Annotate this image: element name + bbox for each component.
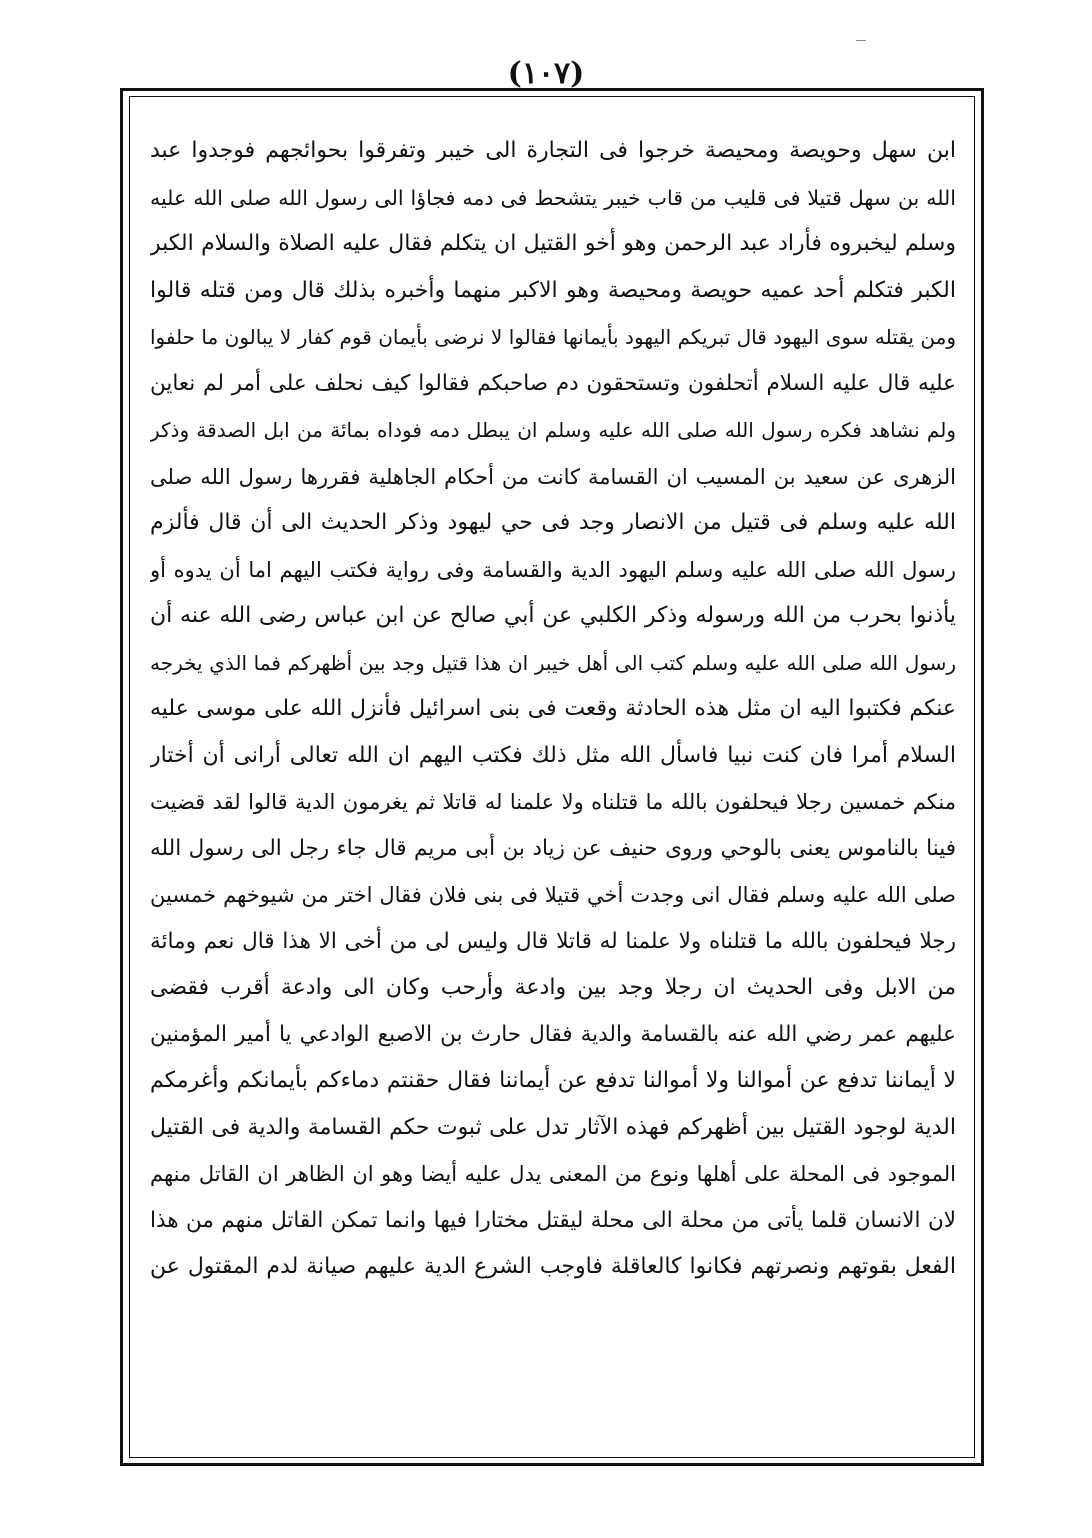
text-line: رسول الله صلى الله عليه وسلم اليهود الدية والقسامة وفى رواية فكتب اليهم اما أن يدوه أو <box>150 557 956 582</box>
text-line: الفعل بقوتهم ونصرتهم فكانوا كالعاقلة فاوجب الشرع الدية عليهم صيانة لدم المقتول عن <box>150 1254 956 1279</box>
text-line: وسلم ليخبروه فأراد عبد الرحمن وهو أخو القتيل ان يتكلم فقال عليه الصلاة والسلام الكبر <box>150 231 956 256</box>
text-line: من الابل وفى الحديث ان رجلا وجد بين وادعة وأرحب وكان الى وادعة أقرب فقضى <box>150 975 956 1000</box>
page-text <box>150 128 956 1450</box>
text-line: عنكم فكتبوا اليه ان مثل هذه الحادثة وقعت فى بنى اسرائيل فأنزل الله على موسى عليه <box>150 696 956 721</box>
text-line: فينا بالناموس يعنى بالوحي وروى حنيف عن زياد بن أبى مريم قال جاء رجل الى رسول الله <box>150 835 956 861</box>
text-line: عليه قال عليه السلام أتحلفون وتستحقون دم صاحبكم فقالوا كيف نحلف على أمر لم نعاين <box>150 370 956 396</box>
text-line: عليهم عمر رضي الله عنه بالقسامة والدية فقال حارث بن الاصبع الوادعي يا أمير المؤمنين <box>150 1021 956 1047</box>
page-number: (١٠٧) <box>507 56 585 91</box>
text-line: يأذنوا بحرب من الله ورسوله وذكر الكلبي عن أبي صالح عن ابن عباس رضى الله عنه أن <box>150 603 956 628</box>
text-line: الموجود فى المحلة على أهلها ونوع من المعنى يدل عليه أيضا وهو ان الظاهر ان القاتل منهم <box>150 1162 956 1186</box>
text-line: ومن يقتله سوى اليهود قال تبريكم اليهود بأيمانها فقالوا لا نرضى بأيمان قوم كفار لا يبالون ما حلفوا <box>150 325 956 349</box>
text-line: الزهرى عن سعيد بن المسيب ان القسامة كانت من أحكام الجاهلية فقررها رسول الله صلى <box>150 464 956 489</box>
text-line: الدية لوجود القتيل بين أظهركم فهذه الآثار تدل على ثبوت حكم القسامة والدية فى القتيل <box>150 1114 956 1140</box>
margin-mark <box>856 40 866 41</box>
text-line: الله بن سهل قتيلا فى قليب من قاب خيبر يتشحط فى دمه فجاؤا الى رسول الله صلى الله عليه <box>150 185 956 210</box>
text-line: ابن سهل وحويصة ومحيصة خرجوا فى التجارة الى خيبر وتفرقوا بحوائجهم فوجدوا عبد <box>150 138 956 163</box>
text-line: لا أيماننا تدفع عن أموالنا ولا أموالنا تدفع عن أيماننا فقال حقنتم دماءكم بأيمانكم وأغرمكم <box>150 1068 956 1093</box>
text-line: الكبر فتكلم أحد عميه حويصة ومحيصة وهو الاكبر منهما وأخبره بذلك قال ومن قتله قالوا <box>150 277 956 303</box>
text-line: الله عليه وسلم فى قتيل من الانصار وجد فى حي ليهود وذكر الحديث الى أن قال فألزم <box>150 510 956 535</box>
text-line: رجلا فيحلفون بالله ما قتلناه ولا علمنا له قاتلا قال وليس لى من أخى الا هذا قال نعم ومائة <box>150 928 956 954</box>
text-line: السلام أمرا فان كنت نبيا فاسأل الله مثل ذلك فكتب اليهم ان الله تعالى أرانى أن أختار <box>150 742 956 768</box>
text-line: منكم خمسين رجلا فيحلفون بالله ما قتلناه ولا علمنا له قاتلا ثم يغرمون الدية قالوا لقد قضيت <box>150 790 956 814</box>
text-line: ولم نشاهد فكره رسول الله صلى الله عليه وسلم ان يبطل دمه فوداه بمائة من ابل الصدقة وذكر <box>150 418 956 442</box>
text-line: صلى الله عليه وسلم فقال انى وجدت أخي قتيلا فى بنى فلان فقال اختر من شيوخهم خمسين <box>150 883 956 907</box>
text-line: رسول الله صلى الله عليه وسلم كتب الى أهل خيبر ان هذا قتيل وجد بين أظهركم فما الذي يخرجه <box>150 650 956 675</box>
text-line: لان الانسان قلما يأتى من محلة الى محلة ليقتل مختارا فيها وانما تمكن القاتل منهم من هذا <box>150 1207 956 1233</box>
